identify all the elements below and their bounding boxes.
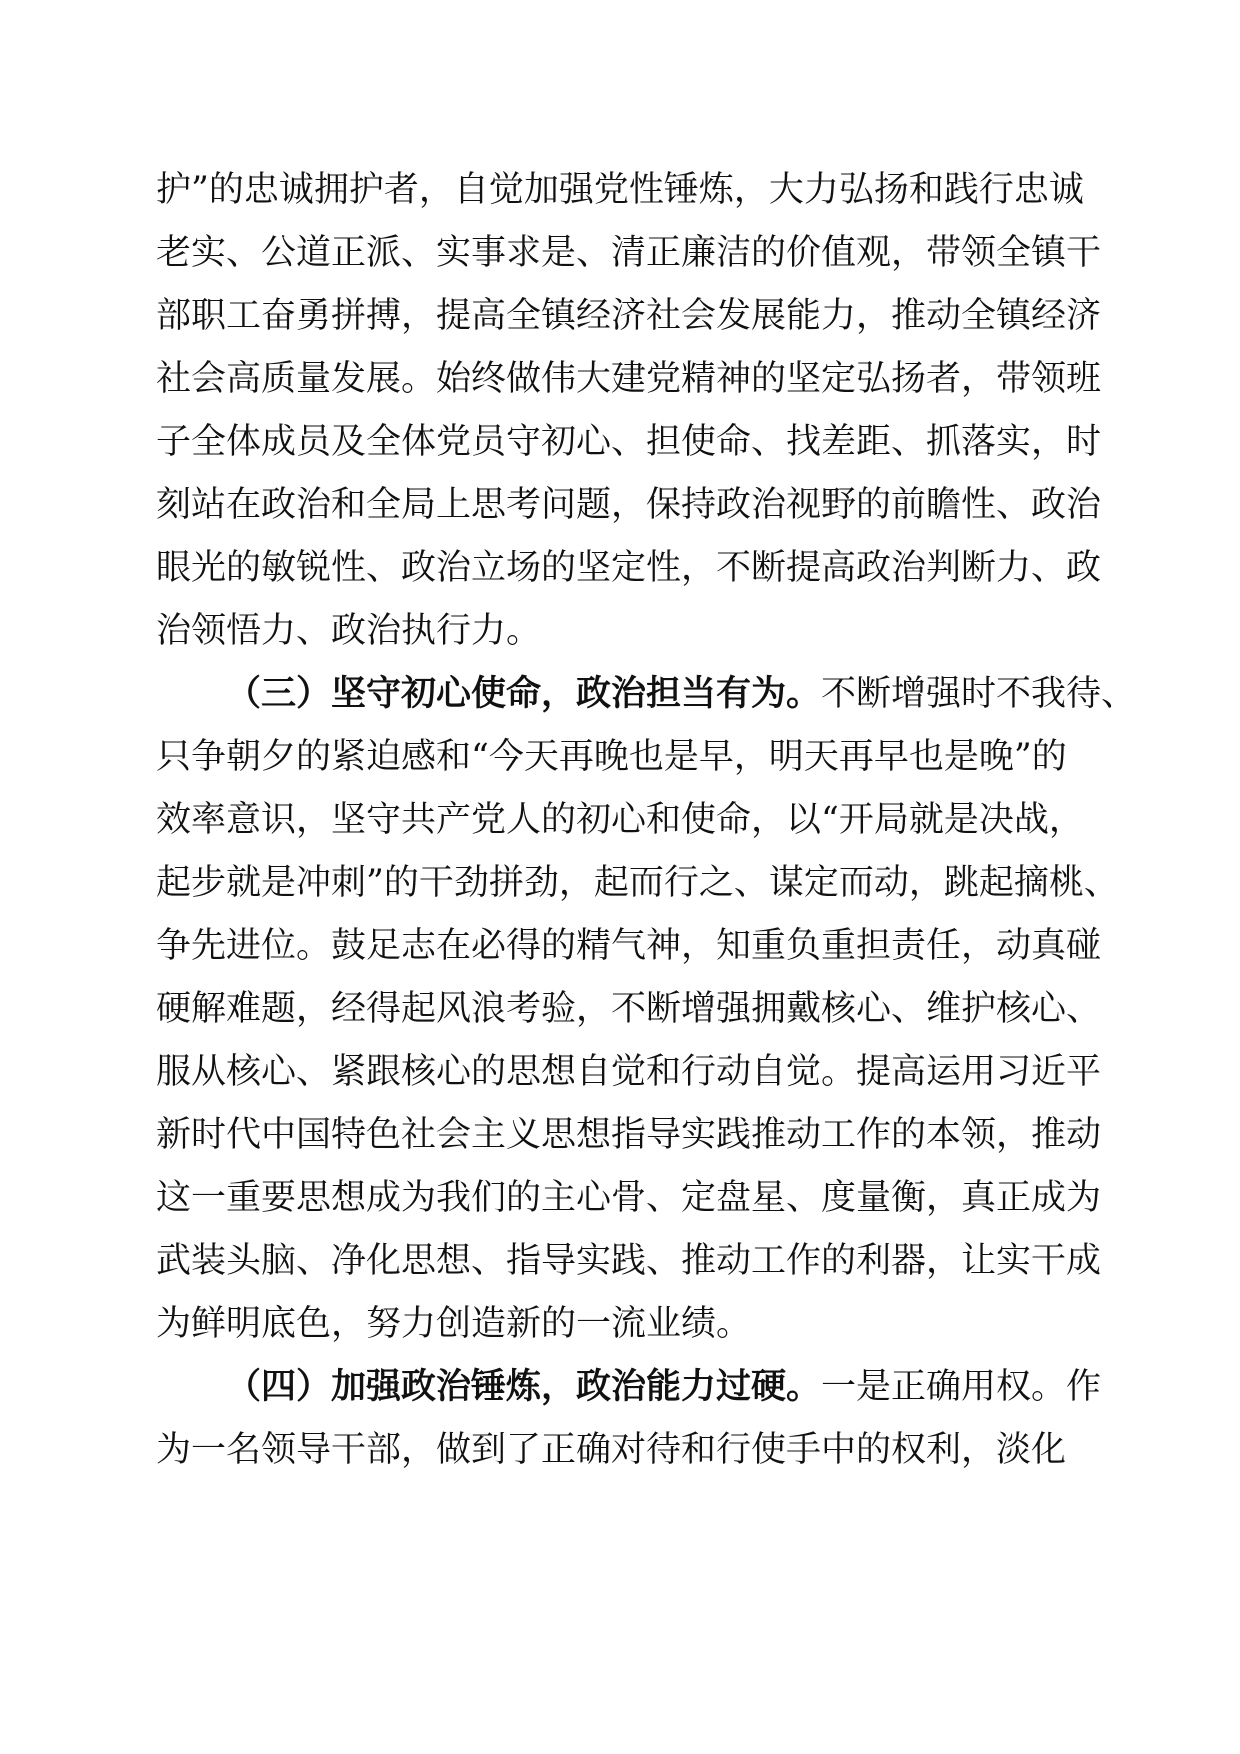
paragraph-line: 这一重要思想成为我们的主心骨、定盘星、度量衡，真正成为 [156,1178,1102,1218]
paragraph-line: 护”的忠诚拥护者，自觉加强党性锤炼，大力弘扬和践行忠诚 [156,170,1084,210]
paragraph-line: 老实、公道正派、实事求是、清正廉洁的价值观，带领全镇干 [156,233,1102,273]
section-4-first-line [226,1364,1102,1410]
paragraph-line: 子全体成员及全体党员守初心、担使命、找差距、抓落实，时 [156,422,1102,462]
paragraph-line: 部职工奋勇拼搏，提高全镇经济社会发展能力，推动全镇经济 [156,296,1102,336]
paragraph-line: 刻站在政治和全局上思考问题，保持政治视野的前瞻性、政治 [156,485,1102,525]
paragraph-line: 为一名领导干部，做到了正确对待和行使手中的权利，淡化 [156,1430,1067,1470]
paragraph-line: 效率意识，坚守共产党人的初心和使命，以“开局就是决战， [156,800,1084,840]
paragraph-line: 治领悟力、政治执行力。 [156,611,542,651]
section-3-first-line [226,671,1137,717]
paragraph-line: 为鲜明底色，努力创造新的一流业绩。 [156,1304,752,1344]
paragraph-line: 只争朝夕的紧迫感和“今天再晚也是早，明天再早也是晚”的 [156,737,1067,777]
paragraph-line: 眼光的敏锐性、政治立场的坚定性，不断提高政治判断力、政 [156,548,1102,588]
section-3-heading: （三）坚守初心使命，政治担当有为。 [226,673,822,714]
paragraph-line: 起步就是冲刺”的干劲拼劲，起而行之、谋定而动，跳起摘桃、 [156,863,1119,903]
paragraph-line: 武装头脑、净化思想、指导实践、推动工作的利器，让实干成 [156,1241,1102,1281]
section-3-text: 不断增强时不我待、 [821,674,1137,714]
paragraph-line: 争先进位。鼓足志在必得的精气神，知重负重担责任，动真碰 [156,926,1102,966]
section-4-text: 一是正确用权。作 [821,1367,1102,1407]
paragraph-line: 社会高质量发展。始终做伟大建党精神的坚定弘扬者，带领班 [156,359,1102,399]
paragraph-line: 硬解难题，经得起风浪考验，不断增强拥戴核心、维护核心、 [156,989,1102,1029]
paragraph-line: 服从核心、紧跟核心的思想自觉和行动自觉。提高运用习近平 [156,1052,1102,1092]
paragraph-line: 新时代中国特色社会主义思想指导实践推动工作的本领，推动 [156,1115,1102,1155]
section-4-heading: （四）加强政治锤炼，政治能力过硬。 [226,1366,822,1407]
